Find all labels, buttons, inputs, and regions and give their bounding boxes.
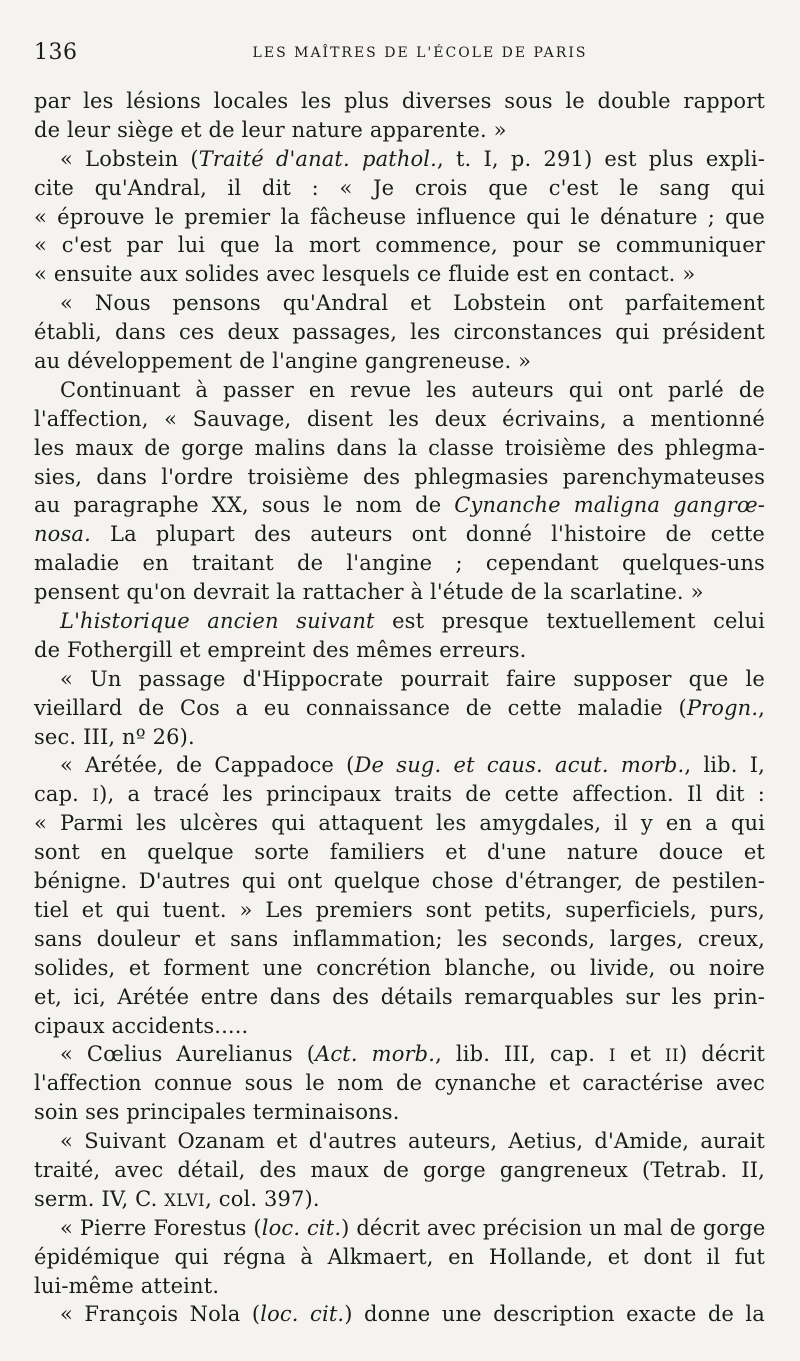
text-line: « Cœlius Aurelianus (Act. morb., lib. III, cap. I et II) décrit xyxy=(60,1042,765,1067)
text-line: solides, et forment une concrétion blanche, ou livide, ou noire xyxy=(34,955,765,980)
text-line: pensent qu'on devrait la rattacher à l'étude de la scarlatine. » xyxy=(34,580,704,605)
text-line: « Suivant Ozanam et d'autres auteurs, Aetius, d'Amide, aurait xyxy=(60,1129,765,1154)
text-line: cipaux accidents..... xyxy=(34,1013,249,1038)
page-number: 136 xyxy=(34,40,78,65)
running-head: LES MAÎTRES DE L'ÉCOLE DE PARIS xyxy=(252,45,588,61)
text-line: « c'est par lui que la mort commence, pour se communiquer xyxy=(34,233,765,258)
text-line: L'historique ancien suivant est presque textuellement celui xyxy=(60,609,765,634)
text-line: vieillard de Cos a eu connaissance de cette maladie (Progn., xyxy=(34,695,765,720)
text-line: de Fothergill et empreint des mêmes erreurs. xyxy=(34,637,527,662)
text-line: serm. IV, C. XLVI, col. 397). xyxy=(34,1186,320,1211)
text-line: tiel et qui tuent. » Les premiers sont petits, superficiels, purs, xyxy=(34,897,765,922)
text-line: Continuant à passer en revue les auteurs qui ont parlé de xyxy=(60,377,765,402)
text-line: et, ici, Arétée entre dans des détails remarquables sur les prin- xyxy=(34,984,765,1009)
text-line: sont en quelque sorte familiers et d'une nature douce et xyxy=(34,840,765,865)
text-line: sec. III, nº 26). xyxy=(34,724,195,749)
text-line: « Pierre Forestus (loc. cit.) décrit avec précision un mal de gorge xyxy=(60,1215,766,1240)
text-line: épidémique qui régna à Alkmaert, en Hollande, et dont il fut xyxy=(34,1244,765,1269)
text-line: « François Nola (loc. cit.) donne une description exacte de la xyxy=(60,1302,765,1327)
text-line: les maux de gorge malins dans la classe troisième des phlegma- xyxy=(34,435,765,460)
text-line: bénigne. D'autres qui ont quelque chose d'étranger, de pestilen- xyxy=(34,869,765,894)
text-line: cap. I), a tracé les principaux traits de cette affection. Il dit : xyxy=(34,782,766,807)
text-line: nosa. La plupart des auteurs ont donné l'histoire de cette xyxy=(34,522,765,547)
text-line: sans douleur et sans inflammation; les seconds, larges, creux, xyxy=(34,926,765,951)
text-line: « Arétée, de Cappadoce (De sug. et caus. acut. morb., lib. I, xyxy=(60,753,765,778)
text-line: « ensuite aux solides avec lesquels ce fluide est en contact. » xyxy=(34,262,696,287)
text-line: traité, avec détail, des maux de gorge gangreneux (Tetrab. II, xyxy=(34,1157,765,1182)
text-line: « éprouve le premier la fâcheuse influence qui le dénature ; que xyxy=(34,204,765,229)
text-line: « Nous pensons qu'Andral et Lobstein ont parfaitement xyxy=(60,291,765,316)
text-line: maladie en traitant de l'angine ; cependant quelques-uns xyxy=(34,551,765,576)
text-line: au paragraphe XX, sous le nom de Cynanche maligna gangrœ- xyxy=(34,493,765,518)
text-line: « Lobstein (Traité d'anat. pathol., t. I, p. 291) est plus expli- xyxy=(60,146,765,171)
text-line: établi, dans ces deux passages, les circonstances qui président xyxy=(34,320,765,345)
text-line: « Un passage d'Hippocrate pourrait faire supposer que le xyxy=(60,666,765,691)
text-line: de leur siège et de leur nature apparente. » xyxy=(34,117,507,142)
page-header xyxy=(34,40,766,70)
text-line: soin ses principales terminaisons. xyxy=(34,1100,400,1125)
text-line: au développement de l'angine gangreneuse. » xyxy=(34,349,532,374)
text-line: cite qu'Andral, il dit : « Je crois que c'est le sang qui xyxy=(34,175,765,200)
text-line: l'affection connue sous le nom de cynanche et caractérise avec xyxy=(34,1071,765,1096)
text-line: « Parmi les ulcères qui attaquent les amygdales, il y en a qui xyxy=(34,811,765,836)
text-line: lui-même atteint. xyxy=(34,1273,220,1298)
text-line: l'affection, « Sauvage, disent les deux écrivains, a mentionné xyxy=(34,406,765,431)
text-line: par les lésions locales les plus diverses sous le double rapport xyxy=(34,89,765,113)
text-line: sies, dans l'ordre troisième des phlegmasies parenchymateuses xyxy=(34,464,765,489)
page-body xyxy=(34,87,765,1329)
